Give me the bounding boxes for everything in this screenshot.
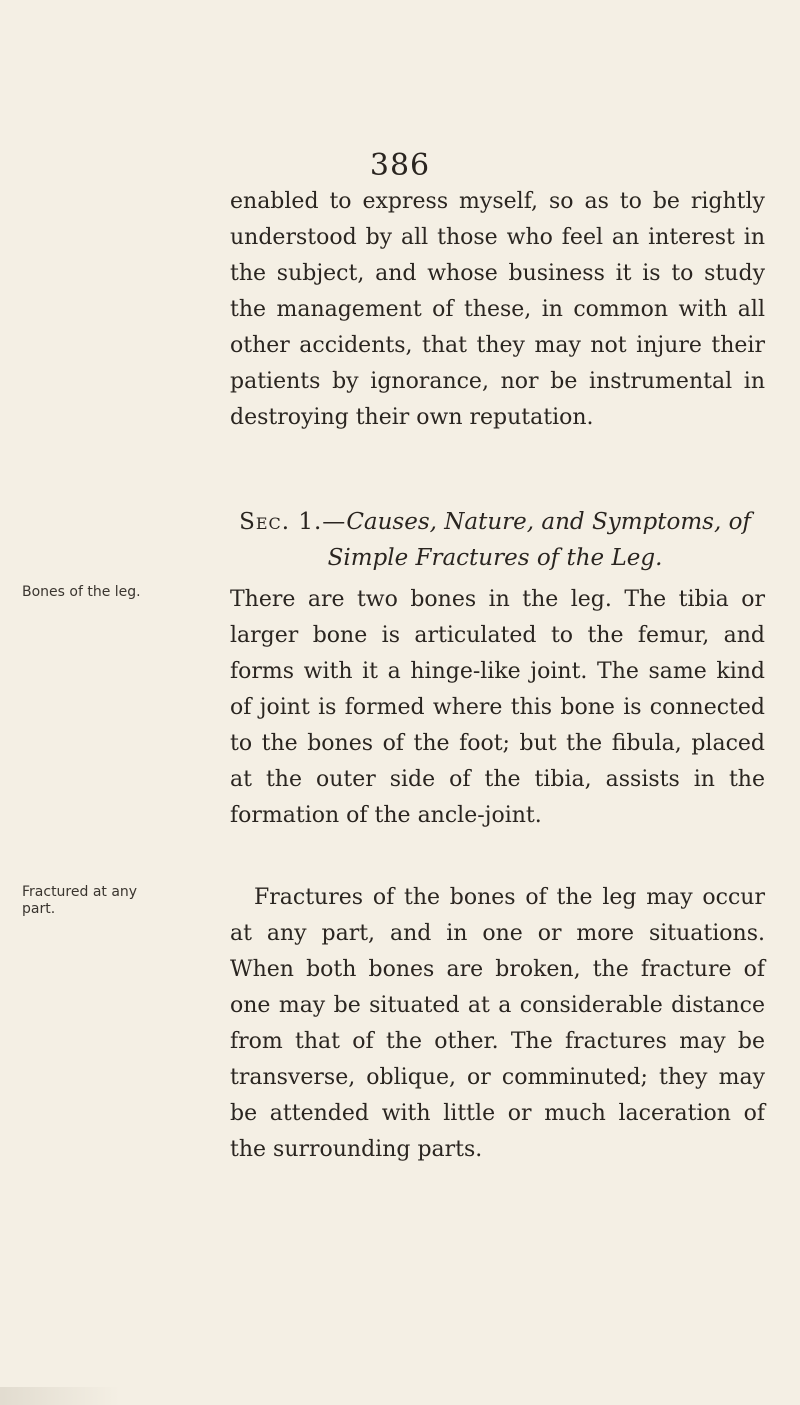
margin-note-bones-of-leg: Bones of the leg. (22, 584, 141, 600)
section-label: Sec. 1.— (239, 509, 347, 535)
section-title: Causes, Nature, and Symptoms, of Simple Fractures of the Leg. (327, 509, 751, 571)
section-heading (200, 504, 790, 576)
page-number: 386 (369, 148, 431, 183)
paragraph-intro: enabled to express myself, so as to be rightly understood by all those who feel an interest in the subject, and whose business it is to study the management of these, in common with all other accidents, that they may not injure their patients by ignorance, nor be instrumental in destroying their own reputation. (230, 189, 765, 430)
paragraph-fractures: Fractures of the bones of the leg may occur at any part, and in one or more situations. When both bones are broken, the fracture of one may be situated at a considerable distance from that of the other. The fractures may be transverse, oblique, or comminuted; they may be attended with little or much laceration of the surrounding parts. (230, 885, 765, 1162)
margin-note-fractured-any-part: Fractured at any part. (22, 884, 138, 917)
page-stain (0, 1387, 120, 1405)
paragraph-bones: There are two bones in the leg. The tibia or larger bone is articulated to the femur, and forms with it a hinge-like joint. The same kind of joint is formed where this bone is connected to the bones of the foot; but the fibula, placed at the outer side of the tibia, assists in the formation of the ancle-joint. (230, 587, 765, 828)
